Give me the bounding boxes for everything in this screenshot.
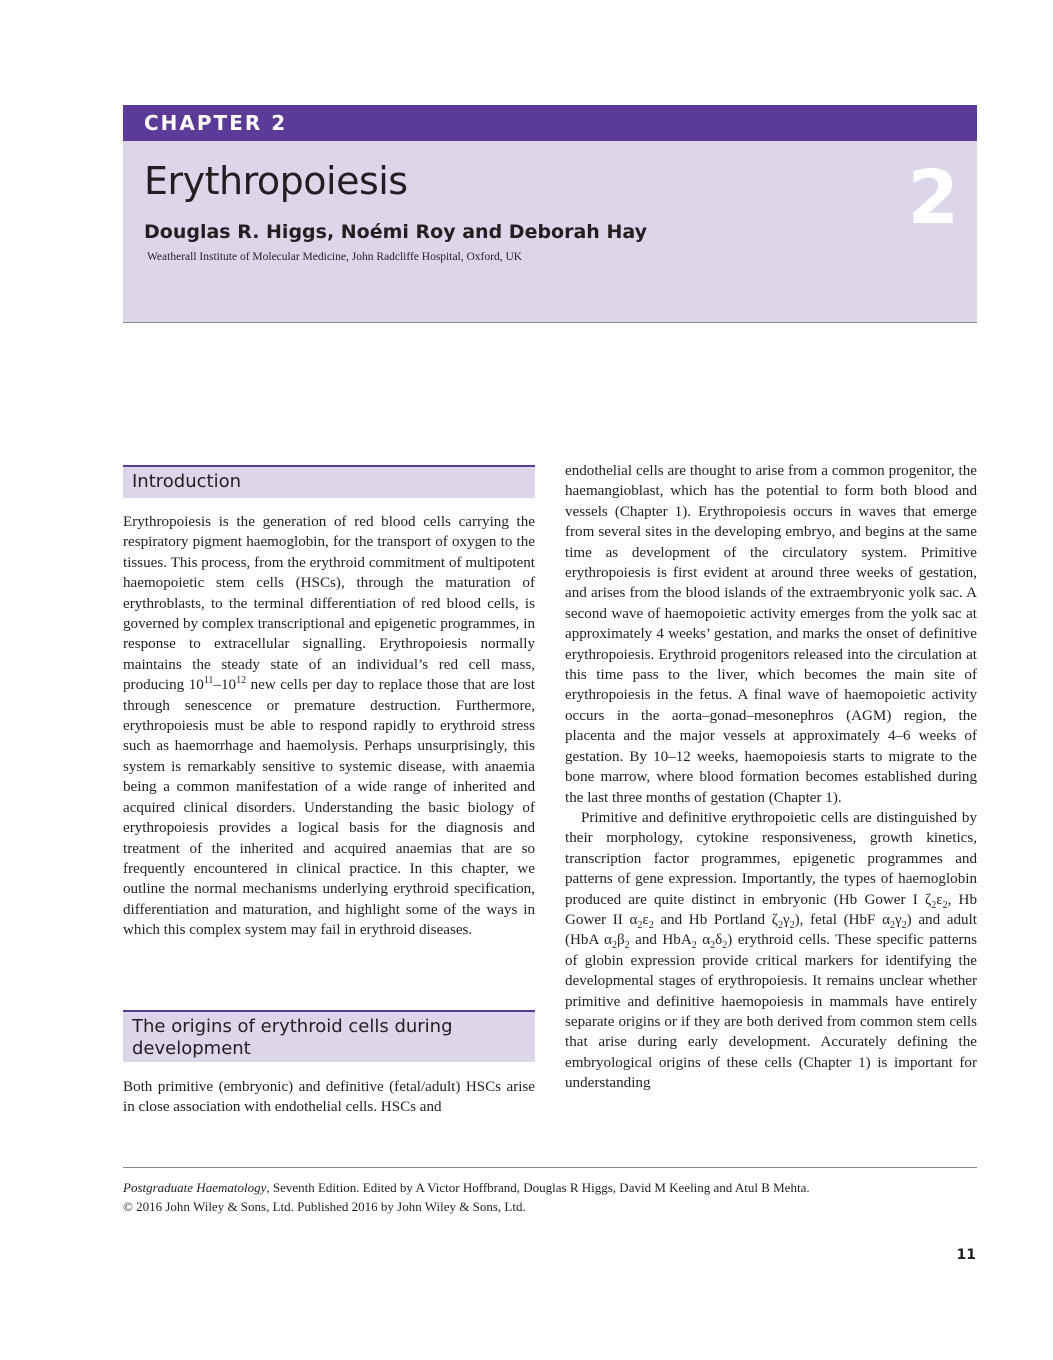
chapter-authors: Douglas R. Higgs, Noémi Roy and Deborah Hay — [144, 221, 647, 243]
chapter-title: Erythropoiesis — [144, 159, 408, 203]
chapter-title-box — [123, 141, 977, 323]
introduction-body — [123, 512, 535, 941]
chapter-number: 2 — [907, 155, 959, 241]
footer-book-title: Postgraduate Haematology — [123, 1180, 267, 1195]
footer-book-line: Postgraduate Haematology, Seventh Edition. Edited by A Victor Hoffbrand, Douglas R Higgs, David M Keeling and Atul B Mehta. — [123, 1180, 810, 1195]
origins-body-right — [565, 461, 977, 1094]
footer-citation — [123, 1178, 977, 1216]
origins-paragraph-start: Both primitive (embryonic) and definitive (fetal/adult) HSCs arise in close association with endothelial cells. HSCs and — [123, 1079, 535, 1116]
origins-paragraph-continued: endothelial cells are thought to arise from a common progenitor, the haemangioblast, which has the potential to form both blood and vessels (Chapter 1). Erythropoiesis occurs in waves that emerge from several sites in the developing embryo, and begins at the same time as development of the circulatory system. Primitive erythropoiesis is first evident at around three weeks of gestation, and arises from the blood islands of the extraembryonic yolk sac. A second wave of haemopoietic activity emerges from the yolk sac at approximately 4 weeks’ gestation, and marks the onset of definitive erythropoiesis. Erythroid progenitors released into the circulation at this time pass to the liver, which becomes the main site of erythropoiesis in the fetus. A final wave of haemopoietic activity occurs in the aorta–gonad–mesonephros (AGM) region, the placenta and the major vessels at approximately 4–6 weeks of gestation. By 10–12 weeks, haemopoiesis starts to migrate to the bone marrow, where blood formation becomes established during the last three months of gestation (Chapter 1). — [565, 463, 977, 806]
author-affiliation: Weatherall Institute of Molecular Medicine, John Radcliffe Hospital, Oxford, UK — [147, 251, 523, 263]
section-heading-origins: The origins of erythroid cells during development — [123, 1010, 535, 1062]
introduction-paragraph: Erythropoiesis is the generation of red blood cells carrying the respiratory pigment haemoglobin, for the transport of oxygen to the tissues. This process, from the erythroid commitment of multipotent haemopoietic stem cells (HSCs), through the maturation of erythroblasts, to the terminal differentiation of red blood cells, is governed by complex transcriptional and epigenetic programmes, in response to extracellular signalling. Erythropoiesis normally maintains the steady state of an individual’s red cell mass, producing $10^{11}-10^{12}$ new cells per day to replace those that are lost through senescence or premature destruction. Furthermore, erythropoiesis must be able to respond rapidly to erythroid stress such as haemorrhage and haemolysis. Perhaps unsurprisingly, this system is remarkably sensitive to systemic disease, with anaemia being a common manifestation of a wide range of inherited and acquired clinical disorders. Understanding the basic biology of erythropoiesis provides a logical basis for the diagnosis and treatment of the inherited and acquired anaemias that are so frequently encountered in clinical practice. In this chapter, we outline the normal mechanisms underlying erythroid specification, differentiation and maturation, and highlight some of the ways in which this complex system may fail in erythroid diseases. — [123, 514, 535, 939]
origins-body-left — [123, 1077, 535, 1118]
chapter-label-bar: CHAPTER 2 — [123, 105, 977, 141]
footer-copyright: © 2016 John Wiley & Sons, Ltd. Published 2016 by John Wiley & Sons, Ltd. — [123, 1199, 526, 1214]
origins-paragraph-haemoglobin: Primitive and definitive erythropoietic cells are distinguished by their morphology, cytokine responsiveness, growth kinetics, transcription factor programmes, epigenetic programmes and patterns of gene expression. Importantly, the types of haemoglobin produced are quite distinct in embryonic (Hb Gower I $\zeta_2\varepsilon_2$, Hb Gower II $\alpha_2\varepsilon_2$ and Hb Portland $\zeta_2\gamma_2$), fetal (HbF $\alpha_2\gamma_2$) and adult (HbA $\alpha_2\beta_2$ and HbA$_2$ $\alpha_2\delta_2$) erythroid cells. These specific patterns of globin expression provide critical markers for identifying the developmental stages of erythropoiesis. It remains unclear whether primitive and definitive haemopoiesis in mammals have entirely separate origins or if they are both derived from common stem cells that arise during early development. Accurately defining the embryological origins of these cells (Chapter 1) is important for understanding — [565, 809, 977, 1092]
page-number: 11 — [956, 1247, 976, 1263]
section-heading-introduction: Introduction — [123, 465, 535, 498]
footer-divider — [123, 1167, 977, 1168]
